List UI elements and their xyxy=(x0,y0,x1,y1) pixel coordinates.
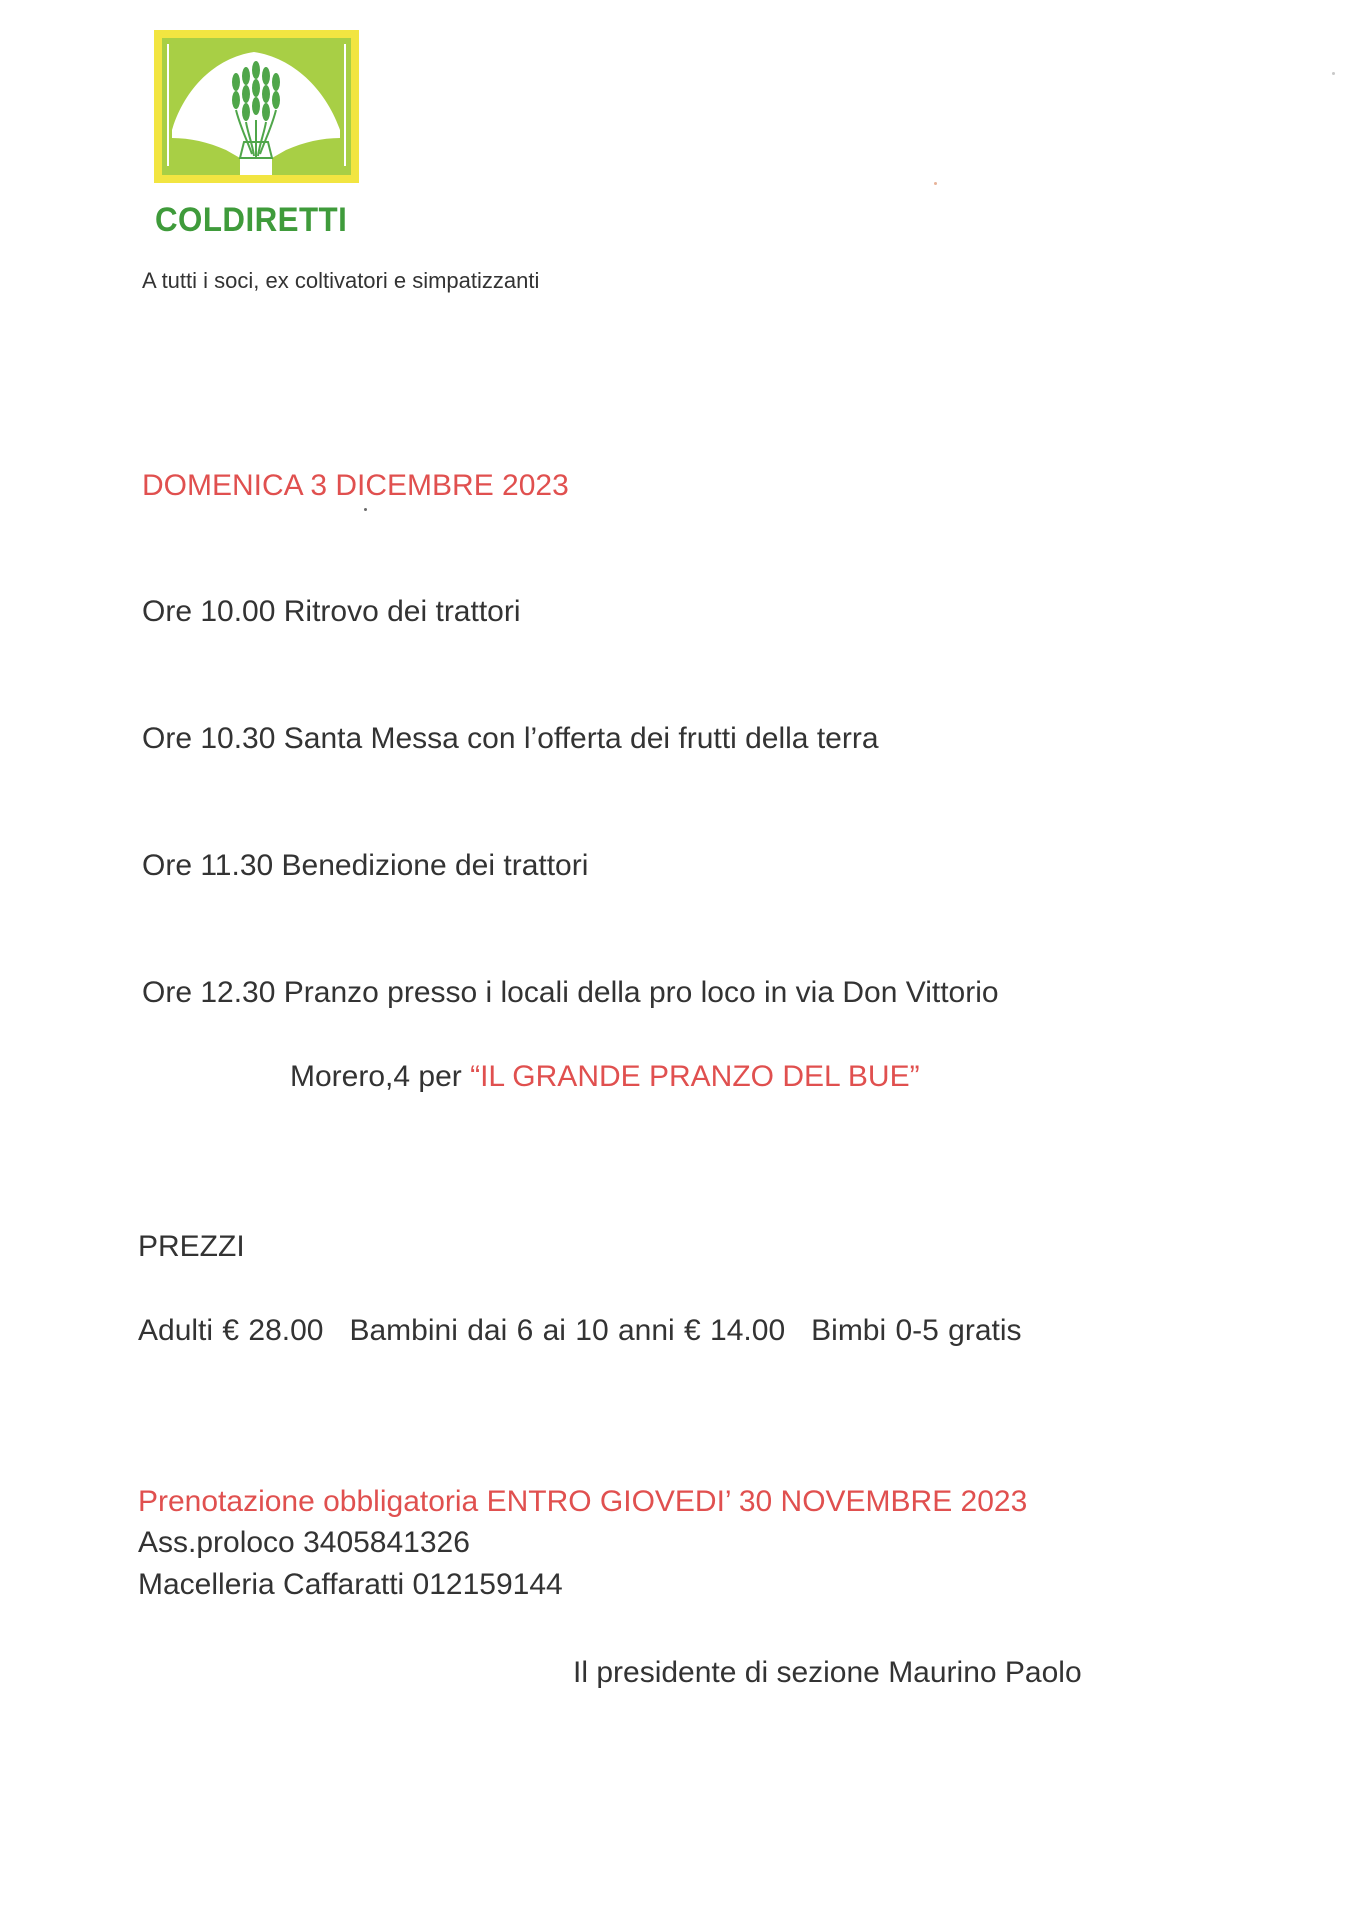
lunch-event-name: “IL GRANDE PRANZO DEL BUE” xyxy=(470,1060,920,1093)
contact-proloco: Ass.proloco 3405841326 xyxy=(138,1526,470,1559)
coldiretti-wheat-logo-icon xyxy=(154,30,359,183)
booking-notice: Prenotazione obbligatoria ENTRO GIOVEDI’ 30 NOVEMBRE 2023 xyxy=(138,1485,1028,1518)
lunch-address: Morero,4 per xyxy=(290,1060,471,1093)
programme-item: Ore 12.30 Pranzo presso i locali della pro loco in via Don Vittorio xyxy=(142,976,999,1009)
event-date: DOMENICA 3 DICEMBRE 2023 xyxy=(142,469,569,502)
price-adults: Adulti € 28.00 xyxy=(138,1314,324,1347)
programme-item: Ore 10.30 Santa Messa con l’offerta dei frutti della terra xyxy=(142,722,879,755)
signature: Il presidente di sezione Maurino Paolo xyxy=(573,1656,1082,1689)
lunch-continuation xyxy=(290,1060,920,1094)
contact-butcher: Macelleria Caffaratti 012159144 xyxy=(138,1568,563,1601)
scan-speck xyxy=(1332,72,1335,75)
brand-name: COLDIRETTI xyxy=(155,201,348,239)
programme-item: Ore 10.00 Ritrovo dei trattori xyxy=(142,595,521,628)
greeting-line: A tutti i soci, ex coltivatori e simpatizzanti xyxy=(142,268,540,293)
price-children: Bambini dai 6 ai 10 anni € 14.00 xyxy=(349,1314,786,1347)
prices-line xyxy=(138,1314,1022,1348)
prices-title: PREZZI xyxy=(138,1230,245,1263)
scan-speck xyxy=(934,182,937,185)
price-toddlers: Bimbi 0-5 gratis xyxy=(811,1314,1022,1347)
scan-speck xyxy=(364,508,367,511)
programme-item: Ore 11.30 Benedizione dei trattori xyxy=(142,849,589,882)
